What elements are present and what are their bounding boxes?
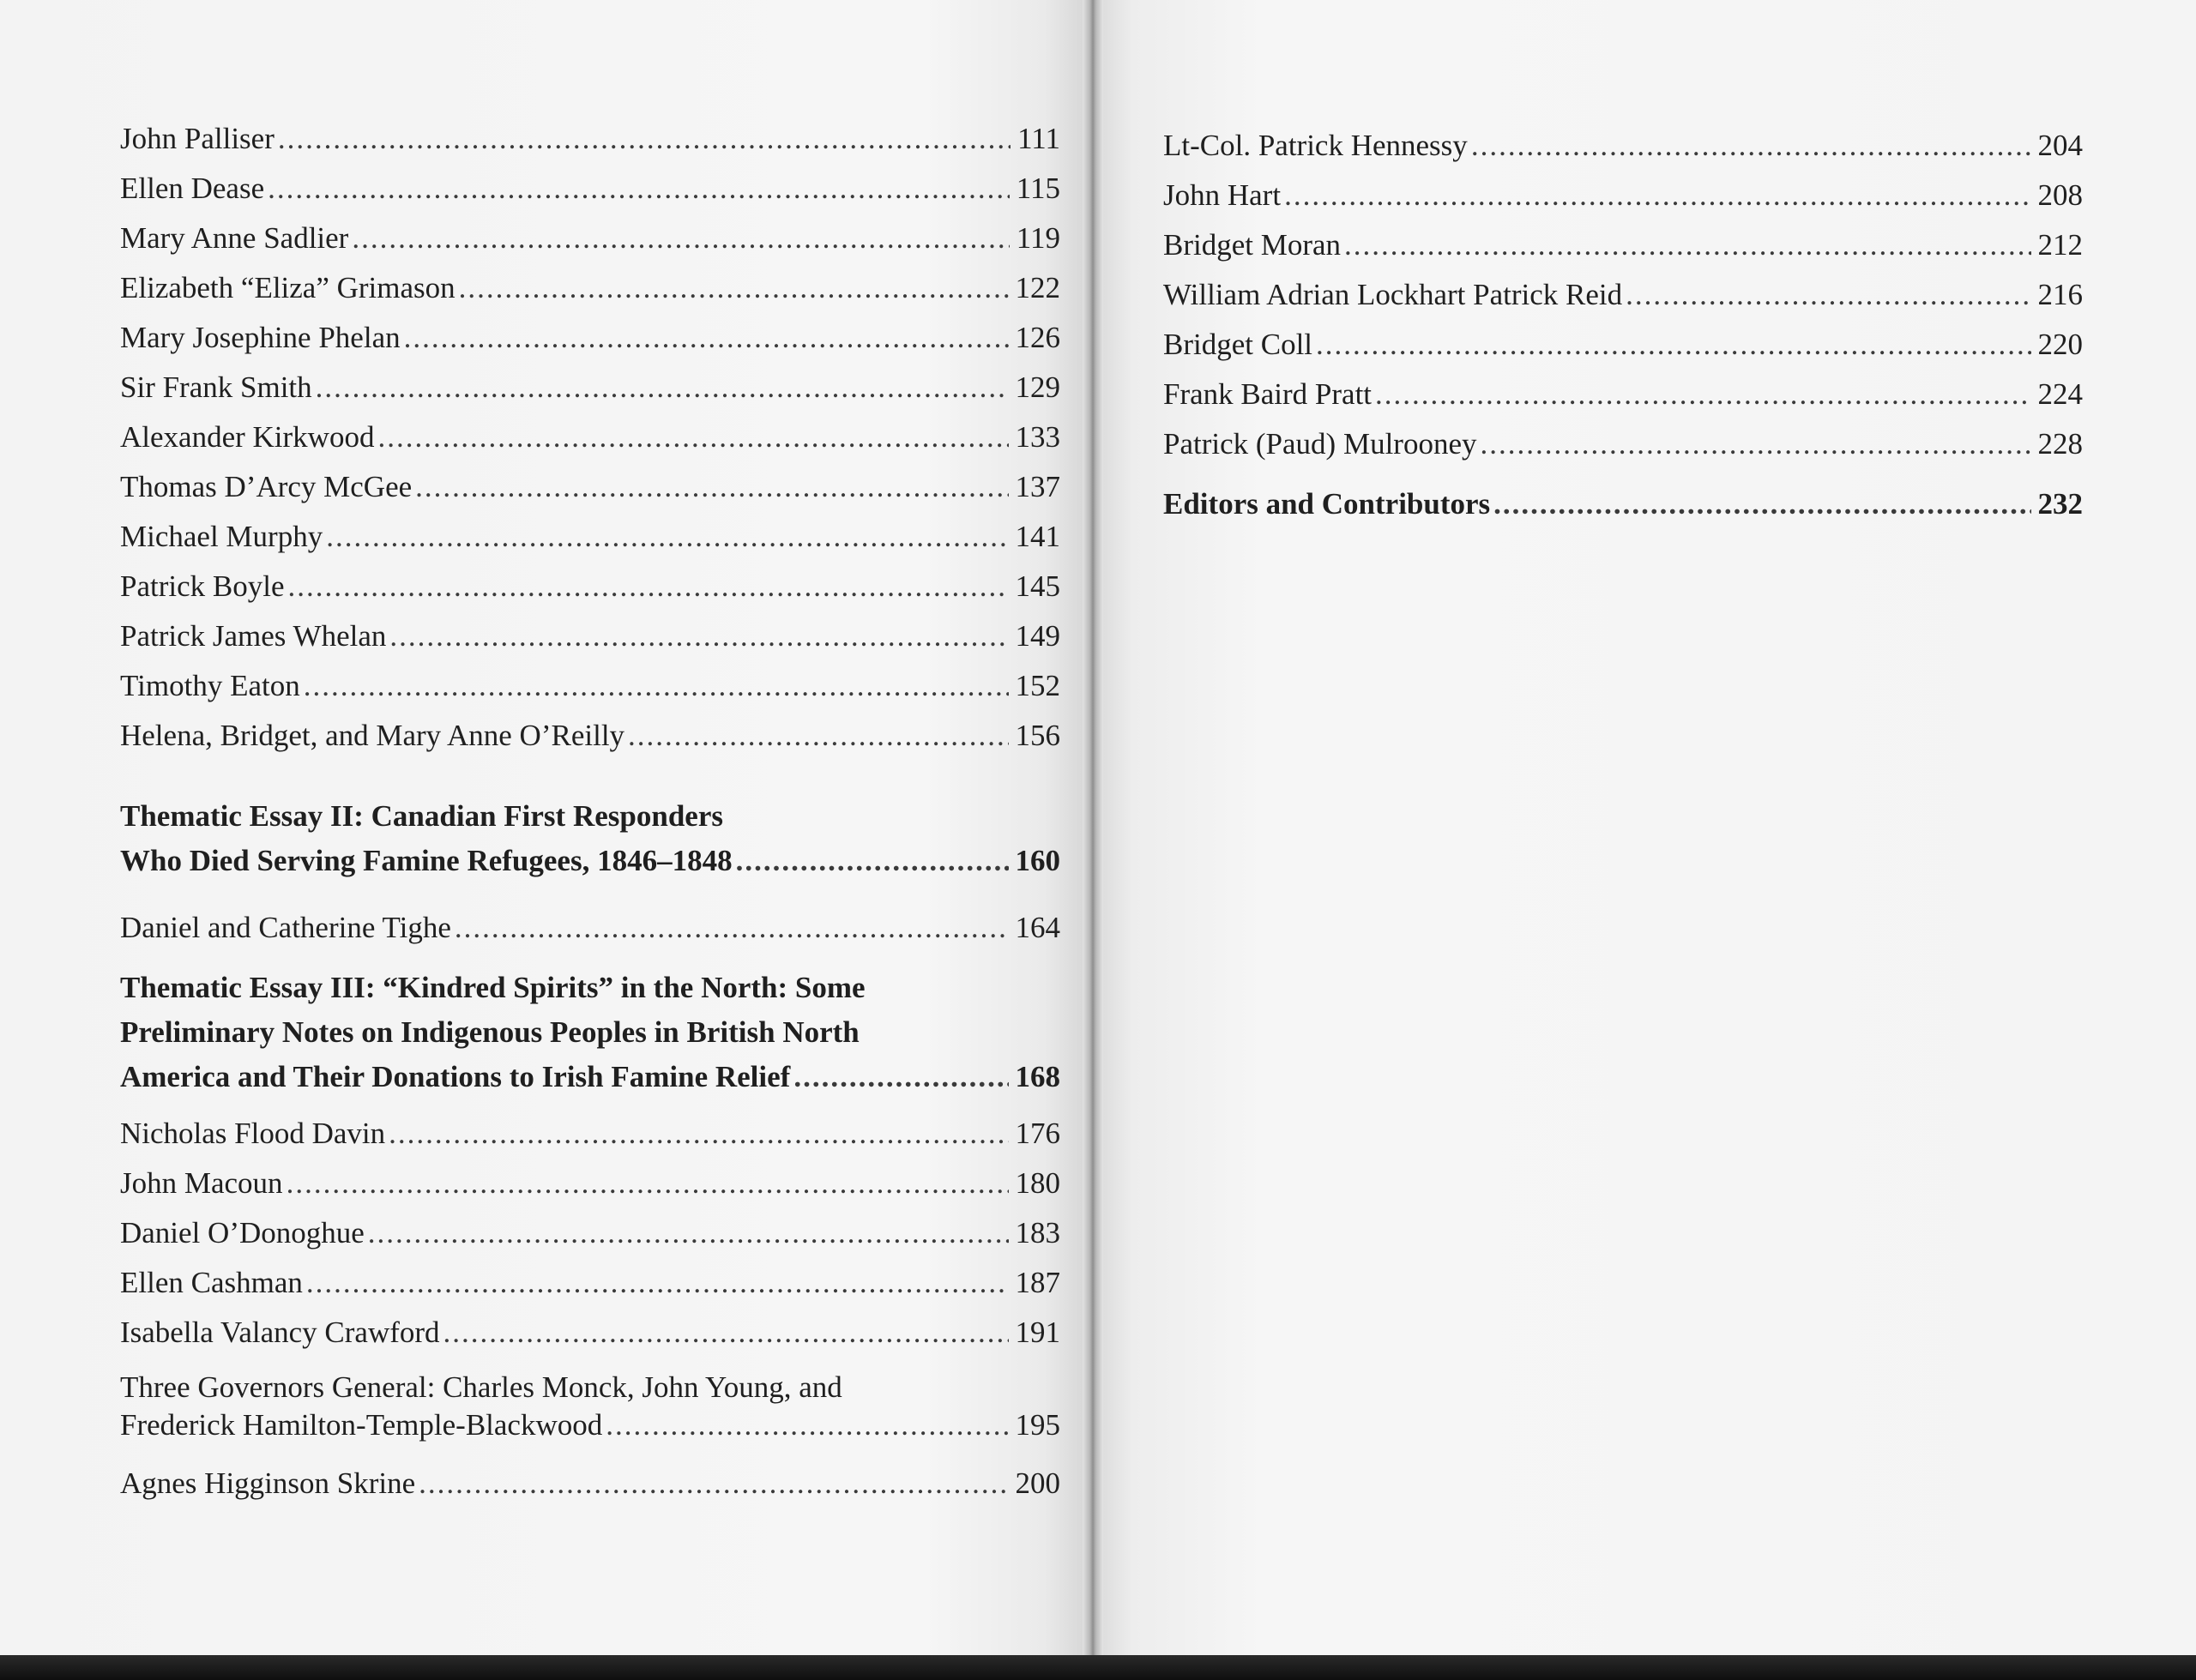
- toc-entry-title: Patrick Boyle: [120, 569, 285, 603]
- toc-entry-page: 191: [1015, 1316, 1060, 1349]
- toc-entry[interactable]: [120, 1314, 1060, 1352]
- toc-entry-title: William Adrian Lockhart Patrick Reid: [1163, 278, 1623, 311]
- toc-entry-page: 212: [2037, 228, 2083, 262]
- dot-leader: [443, 1314, 1009, 1352]
- scan-bottom-edge: [0, 1655, 2196, 1680]
- dot-leader: [1480, 425, 2030, 463]
- toc-entry-page: 220: [2037, 328, 2083, 361]
- toc-entry[interactable]: [1163, 276, 2083, 314]
- toc-entry-page: 141: [1015, 520, 1060, 553]
- toc-entry[interactable]: [120, 1264, 1060, 1302]
- toc-entry-title: Thomas D’Arcy McGee: [120, 470, 413, 503]
- toc-entry-page: 145: [1015, 569, 1060, 603]
- dot-leader: [1626, 276, 2030, 314]
- toc-entry[interactable]: [120, 170, 1060, 208]
- toc-entry-title: John Hart: [1163, 178, 1282, 212]
- toc-entry-title: Timothy Eaton: [120, 669, 300, 702]
- toc-essay-3[interactable]: [120, 966, 1060, 1099]
- essay-3-line-3: America and Their Donations to Irish Famine Relief: [120, 1060, 791, 1093]
- toc-governors-general[interactable]: [120, 1369, 1060, 1444]
- toc-entry[interactable]: [120, 418, 1060, 456]
- toc-entry-title: Michael Murphy: [120, 520, 323, 553]
- toc-entry-page: 129: [1015, 370, 1060, 404]
- essay-2-page: 160: [1015, 844, 1060, 877]
- dot-leader: [606, 1406, 1008, 1444]
- toc-entry[interactable]: [120, 518, 1060, 556]
- toc-entry-title: Ellen Cashman: [120, 1266, 303, 1299]
- essay-2-line-2: Who Died Serving Famine Refugees, 1846–1848: [120, 844, 733, 877]
- toc-entry-page: 187: [1015, 1266, 1060, 1299]
- toc-entry-title: Helena, Bridget, and Mary Anne O’Reilly: [120, 719, 625, 752]
- dot-leader: [1284, 177, 2030, 214]
- dot-leader: [1493, 485, 2030, 523]
- governors-line-2: Frederick Hamilton-Temple-Blackwood: [120, 1408, 603, 1442]
- book-gutter: [1083, 0, 1103, 1655]
- toc-entry[interactable]: [120, 269, 1060, 307]
- toc-entry-title: Lt-Col. Patrick Hennessy: [1163, 129, 1468, 162]
- toc-entry[interactable]: [1163, 425, 2083, 463]
- toc-entry-title: John Macoun: [120, 1166, 283, 1200]
- essay-3-line-2: Preliminary Notes on Indigenous Peoples in British North: [120, 1015, 860, 1049]
- toc-entry-tighe[interactable]: [120, 909, 1060, 947]
- toc-entry-title: Mary Josephine Phelan: [120, 321, 401, 354]
- toc-entry-title: Daniel O’Donoghue: [120, 1216, 365, 1249]
- toc-entry-title: John Palliser: [120, 122, 274, 155]
- toc-entry-title: Mary Anne Sadlier: [120, 221, 349, 255]
- dot-leader: [793, 1055, 1008, 1099]
- toc-entry[interactable]: [120, 120, 1060, 158]
- dot-leader: [404, 319, 1009, 357]
- toc-entry-page: 122: [1015, 271, 1060, 304]
- dot-leader: [389, 1115, 1008, 1153]
- dot-leader: [268, 170, 1010, 208]
- essay-3-line-1: Thematic Essay III: “Kindred Spirits” in the North: Some: [120, 971, 866, 1004]
- toc-entry-page: 183: [1015, 1216, 1060, 1249]
- toc-entry-page: 180: [1015, 1166, 1060, 1200]
- dot-leader: [389, 617, 1008, 655]
- toc-entry-skrine[interactable]: [120, 1465, 1060, 1502]
- dot-leader: [1471, 127, 2031, 165]
- toc-entry[interactable]: [120, 1214, 1060, 1252]
- toc-entry[interactable]: [1163, 177, 2083, 214]
- toc-entry-page: 152: [1015, 669, 1060, 702]
- dot-leader: [368, 1214, 1009, 1252]
- essay-2-line-1: Thematic Essay II: Canadian First Responders: [120, 799, 723, 833]
- toc-entry-page: 156: [1015, 719, 1060, 752]
- essay-2-last-line: [120, 839, 1060, 883]
- toc-entry-page: 133: [1015, 420, 1060, 454]
- toc-entry[interactable]: [120, 717, 1060, 755]
- toc-entry[interactable]: [1163, 376, 2083, 413]
- dot-leader: [1375, 376, 2030, 413]
- dot-leader: [415, 468, 1008, 506]
- dot-leader: [288, 568, 1009, 605]
- toc-entry[interactable]: [120, 1115, 1060, 1153]
- dot-leader: [304, 667, 1009, 705]
- toc-entry-page: 126: [1015, 321, 1060, 354]
- governors-line-1: Three Governors General: Charles Monck, John Young, and: [120, 1370, 842, 1404]
- toc-entry-editors[interactable]: [1163, 485, 2083, 523]
- toc-entry-title: Nicholas Flood Davin: [120, 1117, 386, 1150]
- dot-leader: [306, 1264, 1009, 1302]
- toc-entry[interactable]: [1163, 326, 2083, 364]
- toc-entry-page: 208: [2037, 178, 2083, 212]
- essay-3-last-line: [120, 1055, 1060, 1099]
- toc-entry-page: 228: [2037, 427, 2083, 461]
- dot-leader: [316, 369, 1009, 406]
- toc-entry-page: 204: [2037, 129, 2083, 162]
- toc-entry-page: 176: [1015, 1117, 1060, 1150]
- toc-entry-title: Patrick James Whelan: [120, 619, 387, 653]
- toc-entry[interactable]: [120, 568, 1060, 605]
- toc-entry-page: 232: [2037, 487, 2083, 521]
- toc-entry[interactable]: [1163, 226, 2083, 264]
- essay-3-page: 168: [1015, 1060, 1060, 1093]
- toc-entry-title: Isabella Valancy Crawford: [120, 1316, 440, 1349]
- toc-entry-title: Editors and Contributors: [1163, 487, 1491, 521]
- toc-entry-title: Sir Frank Smith: [120, 370, 312, 404]
- dot-leader: [352, 220, 1009, 257]
- toc-entry-page: 115: [1016, 172, 1060, 205]
- toc-entry-title: Ellen Dease: [120, 172, 265, 205]
- dot-leader: [628, 717, 1008, 755]
- toc-entry-title: Alexander Kirkwood: [120, 420, 375, 454]
- dot-leader: [1344, 226, 2030, 264]
- toc-entry[interactable]: [120, 1165, 1060, 1202]
- dot-leader: [455, 909, 1009, 947]
- toc-entry-page: 216: [2037, 278, 2083, 311]
- toc-entry[interactable]: [120, 220, 1060, 257]
- toc-entry-title: Bridget Coll: [1163, 328, 1313, 361]
- toc-entry[interactable]: [120, 617, 1060, 655]
- toc-entry-page: 200: [1015, 1466, 1060, 1500]
- toc-entry[interactable]: [120, 319, 1060, 357]
- dot-leader: [326, 518, 1008, 556]
- toc-entry-page: 111: [1017, 122, 1060, 155]
- governors-last-line: [120, 1406, 1060, 1444]
- toc-entry-page: 149: [1015, 619, 1060, 653]
- dot-leader: [1316, 326, 2030, 364]
- toc-entry-page: 224: [2037, 377, 2083, 411]
- toc-entry[interactable]: [120, 667, 1060, 705]
- toc-entry-title: Agnes Higginson Skrine: [120, 1466, 416, 1500]
- dot-leader: [278, 120, 1011, 158]
- governors-page: 195: [1015, 1408, 1060, 1442]
- toc-entry[interactable]: [120, 468, 1060, 506]
- dot-leader: [377, 418, 1008, 456]
- dot-leader: [287, 1165, 1009, 1202]
- dot-leader: [419, 1465, 1008, 1502]
- toc-entry-page: 164: [1015, 911, 1060, 944]
- toc-entry-title: Frank Baird Pratt: [1163, 377, 1372, 411]
- toc-entry-page: 137: [1015, 470, 1060, 503]
- toc-entry-page: 119: [1016, 221, 1060, 255]
- dot-leader: [736, 839, 1009, 883]
- toc-entry-title: Bridget Moran: [1163, 228, 1342, 262]
- toc-entry[interactable]: [1163, 127, 2083, 165]
- dot-leader: [459, 269, 1009, 307]
- toc-essay-2[interactable]: [120, 794, 1060, 883]
- toc-entry-title: Elizabeth “Eliza” Grimason: [120, 271, 455, 304]
- toc-entry[interactable]: [120, 369, 1060, 406]
- toc-entry-title: Daniel and Catherine Tighe: [120, 911, 451, 944]
- toc-entry-title: Patrick (Paud) Mulrooney: [1163, 427, 1477, 461]
